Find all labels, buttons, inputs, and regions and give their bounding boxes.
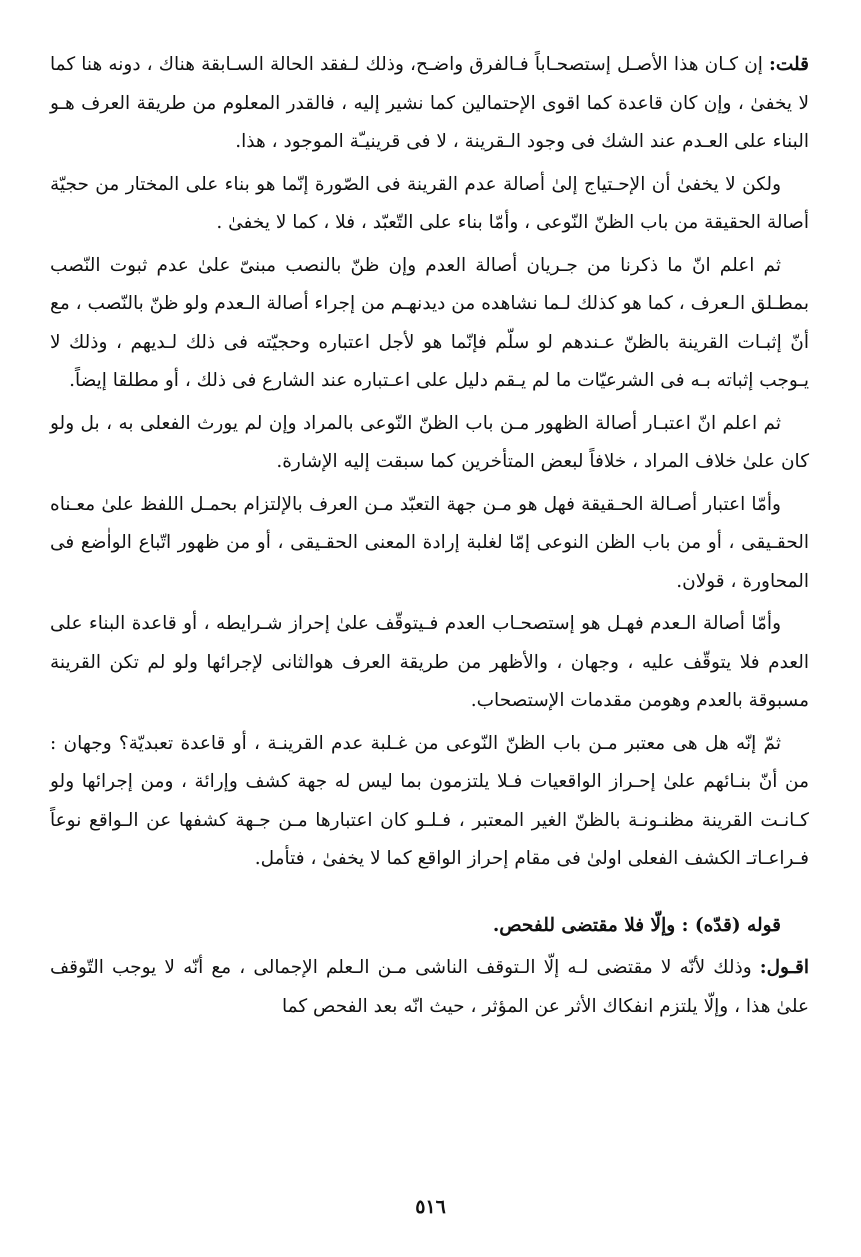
paragraph-text: ثم اعلم انّ اعتبـار أصالة الظهور مـن باب الظنّ النّوعى بالمراد وإن لم يورث الفعلى به ، بل ولو كان علىٰ خلاف المراد ، خلافاً لبعض المتأخرين كما سبقت إليه الإشارة.: [50, 412, 809, 472]
paragraph-text: ثمّ إنّه هل هى معتبر مـن باب الظنّ النّوعى من غـلبة عدم القرينـة ، أو قاعدة تعبديّة؟ وجهان : من أنّ بنـائهم علىٰ إحـراز الواقعيات فـلا يلتزمون بما ليس له جهة كشف وإرائة ، ومن إجرائها ولو كـانـت القرينة مظنـونـة بالظنّ الغير المعتبر ، فـلـو كان اعتبارها مـن جـهة كشفها عن الـواقع نوعاً فـراعـاتـ الكشف الفعلى اولىٰ فى مقام إحراز الواقع كما لا يخفىٰ ، فتأمل.: [50, 732, 809, 869]
paragraph-1: [50, 46, 809, 162]
paragraph-4: [50, 405, 809, 482]
paragraph-text: ثم اعلم انّ ما ذكرنا من جـريان أصالة العدم وإن ظنّ بالنصب مبنىّ علىٰ عدم ثبوت النّصب بمطـلق الـعرف ، كما هو كذلك لـما نشاهده من ديدنهـم من إجراء أصالة الـعدم ولو ظنّ بالنّصب ، مع أنّ إثبـات القرينة بالظنّ عـندهم لو سلّم فإنّما هو لأجل اعتباره وحجيّته فى ذلك لـديهم ، وذلك لا يـوجب إثباته بـه فى الشرعيّات ما لم يـقم دليل على اعـتباره عند الشارع فى ذلك ، أو مطلقا إيضاً.: [50, 254, 809, 391]
page-number: ٥١٦: [415, 1196, 446, 1218]
paragraph-lead: قلت:: [769, 54, 809, 75]
section-heading: [50, 907, 809, 946]
paragraph-text: وذلك لأنّه لا مقتضى لـه إلّا الـتوقف الناشى مـن الـعلم الإجمالى ، مع أنّه لا يوجب التّوقف علىٰ هذا ، وإلّا يلتزم انفكاك الأثر عن المؤثر ، حيث انّه بعد الفحص كما: [50, 957, 809, 1017]
paragraph-text: إن كـان هذا الأصـل إستصحـاباً فـالفرق واضـح، وذلك لـفقد الحالة السـابقة هناك ، دونه هنا كما لا يخفىٰ ، وإن كان قاعدة كما اقوى الإحتمالين كما نشير إليه ، فالقدر المعلوم من طريقة العرف هـو البناء على العـدم عند الشك فى وجود الـقرينة ، لا فى قرينيـّة الموجود ، هذا.: [50, 54, 809, 152]
heading-lead: قوله (قدّه) :: [681, 914, 781, 936]
paragraph-lead: اقـول:: [759, 957, 809, 978]
paragraph-text: ولكن لا يخفىٰ أن الإحـتياج إلىٰ أصالة عدم القرينة فى الصّورة إنّما هو بناء على المختار من حجيّة أصالة الحقيقة من باب الظنّ النّوعى ، وأمّا بناء على التّعبّد ، فلا ، كما لا يخفىٰ .: [50, 173, 809, 233]
paragraph-text: وأمّا أصالة الـعدم فهـل هو إستصحـاب العدم فـيتوقّف علىٰ إحراز شـرايطه ، أو قاعدة البناء على العدم فلا يتوقّف عليه ، وجهان ، والأظهر من طريقة العرف هوالثانى لإجرائها ولو لم تكن القرينة مسبوقة بالعدم وهومن مقدمات الإستصحاب.: [50, 613, 809, 711]
paragraph-5: [50, 486, 809, 602]
paragraph-text: وأمّا اعتبار أصـالة الحـقيقة فهل هو مـن جهة التعبّد مـن العرف بالإلتزام بحمـل اللفظ علىٰ معـناه الحقـيقى ، أو من باب الظن النوعى إمّا لغلبة إرادة المعنى الحقـيقى ، أو من ظهور اتّباع الواٰضع فى المحاورة ، قولان.: [50, 493, 809, 592]
heading-text: وإلّا فلا مقتضى للفحص.: [492, 914, 682, 936]
paragraph-7: [50, 725, 809, 879]
paragraph-6: [50, 605, 809, 721]
paragraph-3: [50, 247, 809, 401]
paragraph-2: [50, 166, 809, 243]
paragraph-final: [50, 949, 809, 1026]
